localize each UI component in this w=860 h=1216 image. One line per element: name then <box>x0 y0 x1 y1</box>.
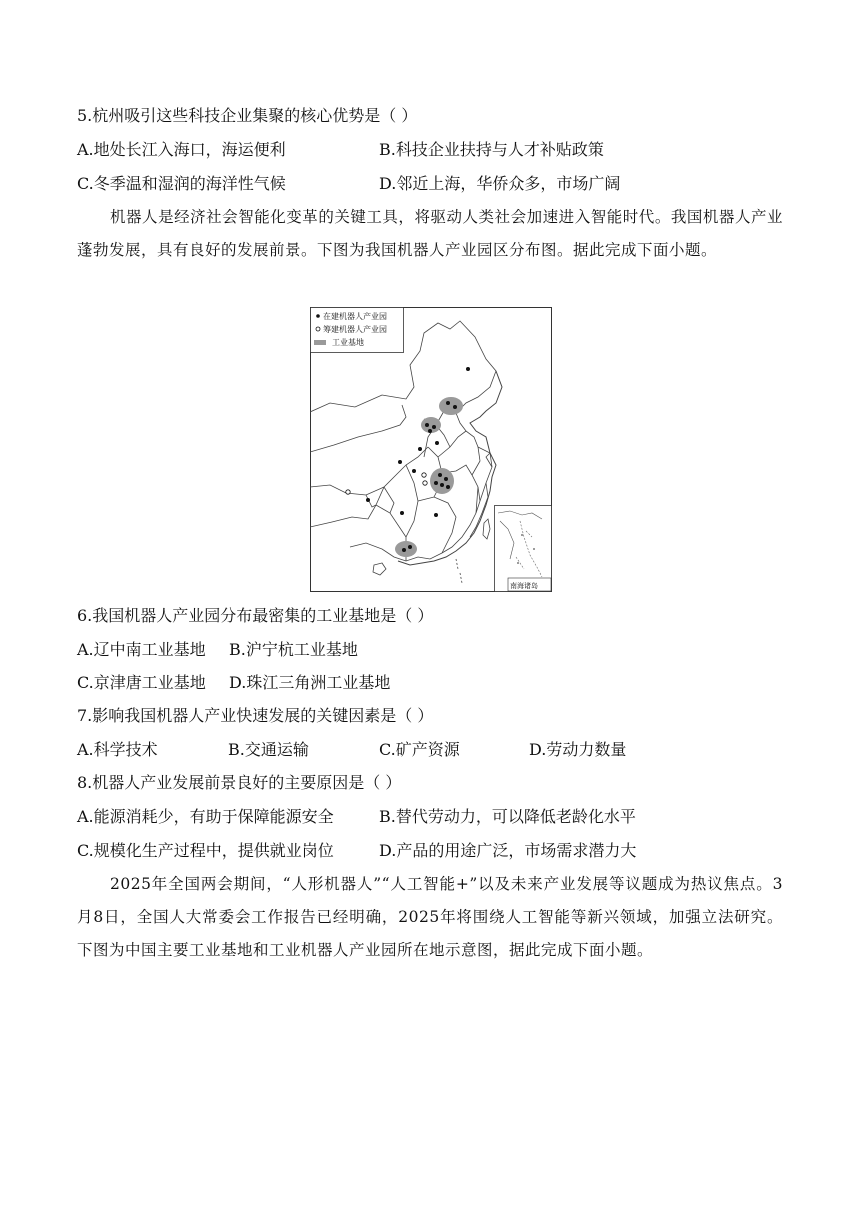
park-marker <box>346 490 350 494</box>
q7-option-a: A.科学技术 <box>77 740 158 759</box>
park-marker <box>425 423 429 427</box>
park-marker <box>428 429 432 433</box>
q5-option-c: C.冬季温和湿润的海洋性气候 <box>77 174 286 193</box>
park-marker <box>453 405 457 409</box>
q5-stem: 5.杭州吸引这些科技企业集聚的核心优势是（ ） <box>77 106 418 125</box>
q6-option-b: B.沪宁杭工业基地 <box>229 640 358 659</box>
park-marker <box>435 441 439 445</box>
park-marker <box>432 425 436 429</box>
q6-stem: 6.我国机器人产业园分布最密集的工业基地是（ ） <box>77 606 434 625</box>
park-marker <box>444 477 448 481</box>
passage-robot-industry: 机器人是经济社会智能化变革的关键工具，将驱动人类社会加速进入智能时代。我国机器人产业蓬勃发展，具有良好的发展前景。下图为我国机器人产业园区分布图。据此完成下面小题。 <box>77 208 783 259</box>
q6-option-a: A.辽中南工业基地 <box>77 640 206 659</box>
q6-option-c: C.京津唐工业基地 <box>77 673 206 692</box>
q5-option-d: D.邻近上海，华侨众多，市场广阔 <box>379 174 621 193</box>
q5-option-b: B.科技企业扶持与人才补贴政策 <box>379 140 604 159</box>
q7-option-b: B.交通运输 <box>228 740 309 759</box>
q8-option-b: B.替代劳动力，可以降低老龄化水平 <box>379 807 636 826</box>
industrial-base-liaozhongnan <box>439 397 463 415</box>
legend-planned: 筹建机器人产业园 <box>323 325 387 334</box>
park-marker <box>446 401 450 405</box>
park-marker <box>434 481 438 485</box>
passage-two-sessions: 2025年全国两会期间，“人形机器人”“人工智能+”以及未来产业发展等议题成为热议焦点。3月8日，全国人大常委会工作报告已经明确，2025年将围绕人工智能等新兴领域，加强立法研究。下图为中国主要工业基地和工业机器人产业园所在地示意图，据此完成下面小题。 <box>77 875 783 959</box>
q8-option-a: A.能源消耗少，有助于保障能源安全 <box>77 807 334 826</box>
map-legend <box>311 308 404 353</box>
park-marker <box>466 367 470 371</box>
park-marker <box>400 511 404 515</box>
industrial-base-pearl-river-delta <box>395 541 417 557</box>
south-china-sea-inset <box>495 506 552 592</box>
park-marker <box>434 513 438 517</box>
q8-option-c: C.规模化生产过程中，提供就业岗位 <box>77 841 334 860</box>
inset-label: 南海诸岛 <box>510 582 538 590</box>
q8-stem: 8.机器人产业发展前景良好的主要原因是（ ） <box>77 773 402 792</box>
park-marker <box>402 548 406 552</box>
q6-option-d: D.珠江三角洲工业基地 <box>229 673 391 692</box>
industrial-base-huningnang <box>430 468 454 494</box>
q8-option-d: D.产品的用途广泛，市场需求潜力大 <box>379 841 637 860</box>
q7-option-d: D.劳动力数量 <box>529 740 627 759</box>
q5-option-a: A.地处长江入海口，海运便利 <box>77 140 286 159</box>
park-marker <box>422 473 426 477</box>
legend-base: 工业基地 <box>332 338 364 347</box>
park-marker <box>408 545 412 549</box>
park-marker <box>366 498 370 502</box>
park-marker <box>423 481 427 485</box>
park-marker <box>418 447 422 451</box>
legend-built: 在建机器人产业园 <box>323 312 387 321</box>
park-marker <box>412 469 416 473</box>
q7-stem: 7.影响我国机器人产业快速发展的关键因素是（ ） <box>77 706 434 725</box>
robot-industrial-park-map <box>310 307 552 592</box>
park-marker <box>438 473 442 477</box>
park-marker <box>440 483 444 487</box>
park-marker <box>398 460 402 464</box>
q7-option-c: C.矿产资源 <box>379 740 460 759</box>
park-marker <box>446 485 450 489</box>
